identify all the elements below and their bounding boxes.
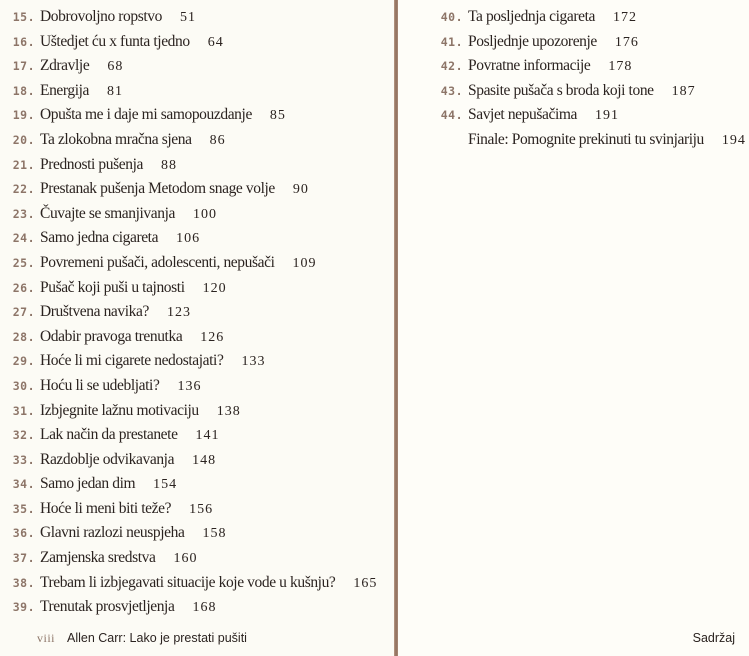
page-number: 106: [176, 231, 201, 247]
toc-entry[interactable]: [0, 226, 377, 251]
chapter-title: Trenutak prosvjetljenja: [40, 598, 175, 616]
chapter-number: 39.: [12, 600, 35, 615]
page-number: 178: [608, 59, 633, 75]
chapter-title: Ta zlokobna mračna sjena: [40, 130, 192, 148]
chapter-title: Lak način da prestanete: [40, 426, 178, 444]
chapter-title: Društvena navika?: [40, 303, 149, 321]
page-number: 136: [177, 378, 202, 394]
toc-entry[interactable]: [0, 571, 377, 596]
page-number: 172: [612, 10, 637, 25]
toc-entry[interactable]: [0, 177, 377, 202]
right-page: [398, 0, 749, 656]
toc-entry[interactable]: [428, 30, 746, 55]
page-number: 51: [180, 10, 196, 25]
page-number: 176: [614, 34, 639, 50]
chapter-title: Prednosti pušenja: [40, 155, 143, 173]
chapter-title: Izbjegnite lažnu motivaciju: [40, 401, 199, 419]
toc-entry[interactable]: [0, 349, 377, 374]
chapter-title: Savjet nepušačima: [468, 106, 577, 124]
chapter-number: 20.: [12, 132, 35, 147]
page-number: 68: [107, 59, 124, 75]
page-number: 123: [166, 305, 191, 321]
page-number: 90: [292, 182, 309, 198]
running-title: Allen Carr: Lako je prestati pušiti: [67, 631, 247, 645]
page-number: 85: [269, 108, 286, 124]
chapter-title: Ta posljednja cigareta: [468, 8, 595, 25]
chapter-number: 26.: [12, 280, 35, 295]
page-number: 138: [216, 403, 241, 419]
toc-entry[interactable]: [0, 79, 377, 104]
chapter-number: 29.: [12, 354, 35, 369]
toc-entry[interactable]: [0, 448, 377, 473]
chapter-number: 24.: [12, 231, 35, 246]
toc-entry[interactable]: [0, 325, 377, 350]
chapter-title: Hoće li mi cigarete nedostajati?: [40, 352, 224, 370]
chapter-title: Zdravlje: [40, 57, 90, 75]
toc-entry[interactable]: [0, 497, 377, 522]
toc-entry[interactable]: [0, 374, 377, 399]
chapter-number: 43.: [440, 83, 463, 98]
chapter-title: Razdoblje odvikavanja: [40, 450, 175, 468]
chapter-number: 40.: [440, 10, 463, 24]
toc-entry[interactable]: [0, 546, 377, 571]
toc-entry[interactable]: [0, 423, 377, 448]
chapter-number: 30.: [12, 378, 35, 393]
chapter-number: 17.: [12, 59, 35, 74]
chapter-title: Opušta me i daje mi samopouzdanje: [40, 106, 252, 124]
toc-entry-finale[interactable]: [428, 128, 746, 153]
toc-entry[interactable]: [0, 128, 377, 153]
chapter-number: 23.: [12, 206, 35, 221]
toc-entry[interactable]: [0, 153, 377, 178]
toc-entry[interactable]: [0, 276, 377, 301]
chapter-title: Pušač koji puši u tajnosti: [40, 278, 185, 296]
chapter-number: 15.: [12, 10, 35, 24]
chapter-number: 37.: [12, 551, 35, 566]
chapter-number: 16.: [12, 34, 35, 49]
chapter-title: Glavni razlozi neuspjeha: [40, 524, 185, 542]
chapter-title: Povratne informacije: [468, 57, 591, 75]
chapter-number: 32.: [12, 428, 35, 443]
chapter-number: 34.: [12, 477, 35, 492]
chapter-title: Prestanak pušenja Metodom snage volje: [40, 180, 275, 198]
toc-entry[interactable]: [0, 54, 377, 79]
page-number: 148: [192, 452, 217, 468]
folio-number: viii: [37, 631, 56, 645]
chapter-title: Dobrovoljno ropstvo: [40, 8, 162, 25]
chapter-title: Povremeni pušači, adolescenti, nepušači: [40, 253, 275, 271]
toc-entry[interactable]: [428, 5, 746, 30]
toc-entry[interactable]: [0, 521, 377, 546]
page-number: 168: [192, 600, 217, 616]
chapter-title: Posljednje upozorenje: [468, 32, 597, 50]
chapter-title: Odabir pravoga trenutka: [40, 327, 183, 345]
chapter-title: Hoće li meni biti teže?: [40, 499, 172, 517]
chapter-number: 38.: [12, 575, 35, 590]
toc-list-right: [428, 5, 746, 153]
page-number: 165: [353, 575, 378, 591]
toc-list-left: [0, 5, 377, 620]
page-footer-left: [37, 631, 247, 646]
page-number: 81: [107, 83, 124, 99]
page-number: 100: [192, 206, 217, 222]
toc-entry[interactable]: [428, 54, 746, 79]
chapter-number: 28.: [12, 329, 35, 344]
page-number: 156: [189, 501, 214, 517]
toc-entry[interactable]: [0, 399, 377, 424]
page-number: 154: [153, 477, 178, 493]
chapter-title: Uštedjet ću x funta tjedno: [40, 32, 190, 50]
page-number: 88: [160, 157, 177, 173]
chapter-number: 35.: [12, 501, 35, 516]
chapter-title: Finale: Pomognite prekinuti tu svinjariju: [468, 130, 704, 148]
chapter-number: 19.: [12, 108, 35, 123]
page-number: 126: [200, 329, 225, 345]
chapter-number: 44.: [440, 108, 463, 123]
chapter-title: Spasite pušača s broda koji tone: [468, 81, 654, 99]
chapter-number: 31.: [12, 403, 35, 418]
chapter-title: Samo jedna cigareta: [40, 229, 159, 247]
chapter-title: Zamjenska sredstva: [40, 549, 156, 567]
chapter-number: 42.: [440, 59, 463, 74]
toc-entry[interactable]: [428, 79, 746, 104]
chapter-number: 27.: [12, 305, 35, 320]
page-number: 109: [292, 255, 317, 271]
page-number: 158: [202, 526, 227, 542]
toc-entry[interactable]: [428, 103, 746, 128]
page-number: 160: [173, 551, 198, 567]
toc-entry[interactable]: [0, 103, 377, 128]
chapter-title: Energija: [40, 81, 90, 99]
chapter-number: 21.: [12, 157, 35, 172]
page-number: 141: [195, 428, 220, 444]
chapter-number: 41.: [440, 34, 463, 49]
chapter-title: Čuvajte se smanjivanja: [40, 204, 175, 222]
toc-entry[interactable]: [0, 30, 377, 55]
toc-entry[interactable]: [0, 251, 377, 276]
page-footer-right: [693, 631, 735, 645]
toc-entry[interactable]: [0, 5, 377, 30]
chapter-number: 33.: [12, 452, 35, 467]
chapter-number: 25.: [12, 255, 35, 270]
page-number: 120: [202, 280, 227, 296]
chapter-number: 36.: [12, 526, 35, 541]
toc-entry[interactable]: [0, 202, 377, 227]
page-number: 191: [594, 108, 619, 124]
toc-entry[interactable]: [0, 472, 377, 497]
page-number: 133: [241, 354, 266, 370]
chapter-title: Samo jedan dim: [40, 475, 136, 493]
chapter-number: 22.: [12, 182, 35, 197]
page-number: 187: [671, 83, 696, 99]
chapter-title: Trebam li izbjegavati situacije koje vode u kušnju?: [40, 573, 336, 591]
page-number: 64: [207, 34, 224, 50]
toc-entry[interactable]: [0, 595, 377, 620]
toc-entry[interactable]: [0, 300, 377, 325]
running-title: Sadržaj: [692, 631, 735, 645]
page-number: 86: [209, 132, 226, 148]
page-number: 194: [721, 132, 746, 148]
chapter-number: 18.: [12, 83, 35, 98]
chapter-title: Hoću li se udebljati?: [40, 376, 160, 394]
